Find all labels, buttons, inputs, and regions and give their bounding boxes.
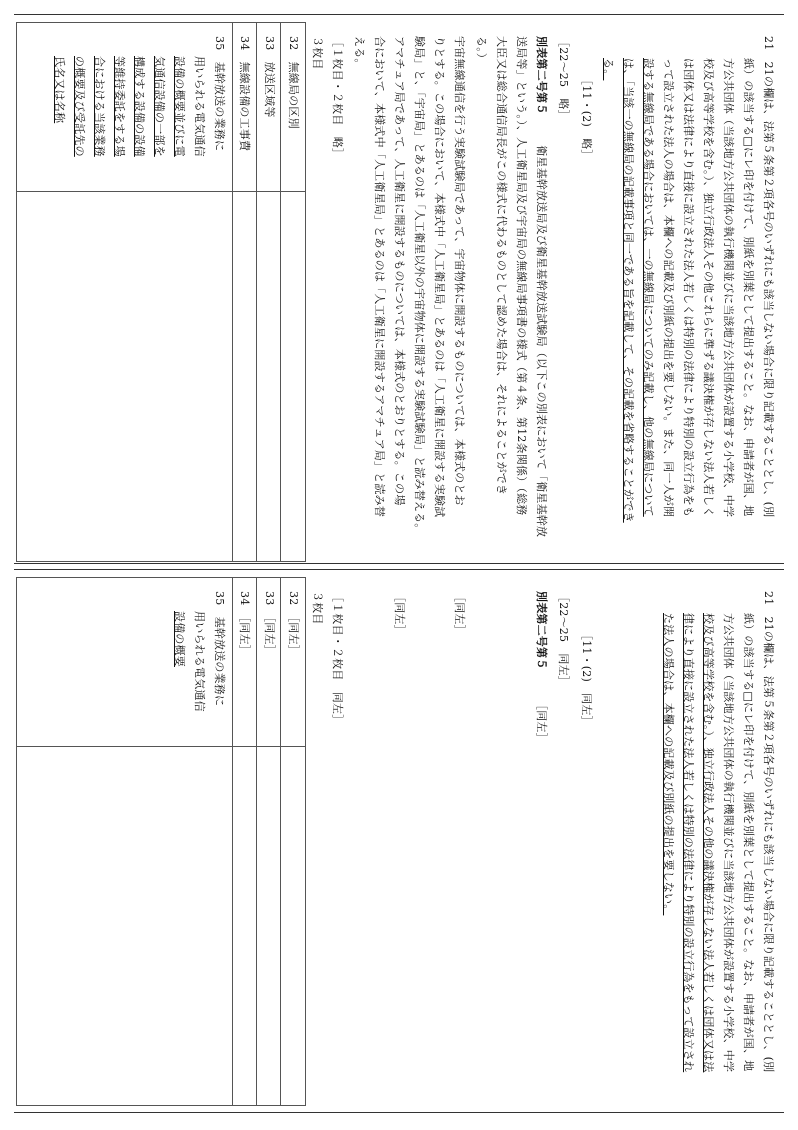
current-section-line1: 衛星基幹放送局及び衛星基幹放送試験局（以下この別表において「衛星基幹放 (535, 134, 548, 538)
previous-item21-line5: 律により直接に設立された法人若しくは特別の法律により特別の設立行為をもって設立され (682, 613, 695, 1073)
current-table-rowline-32-33 (280, 22, 281, 562)
current-bracket-11-2: ［11・(2) 略］ (580, 74, 593, 161)
previous-item21-line6: た法人の場合は、本欄への記載及び別紙の提出を要しない。 (662, 613, 675, 916)
current-section-line4: る。） (475, 36, 488, 65)
current-row35-line2: 用いられる電気通信 (193, 56, 206, 157)
current-section-line3: 大臣又は総合通信局長がこの様式に代わるものとして認めた場合は、それによることができ (495, 36, 508, 496)
previous-table-rowline-32-33 (280, 577, 281, 1106)
current-rotated-page (14, 14, 784, 563)
current-item21-line2: 紙）の該当する□にレ印を付けて、別紙を別葉として提出すること。なお、申請者が国、地 (742, 58, 755, 517)
current-row34-label: 34 無線設備の工事費 (238, 36, 251, 152)
previous-row35-line1: 35 基幹放送の業務に (213, 591, 226, 707)
previous-item21-line3: 方公共団体（当該地方公共団体の執行機関並びに当該地方公共団体が設置する小学校、中学 (722, 613, 735, 1073)
previous-same-2: ［同左］ (393, 591, 406, 636)
current-sheet-3-label: ３枚目 (311, 36, 324, 70)
current-table-rowline-33-34 (256, 22, 257, 562)
previous-table-value-col-row35 (16, 746, 233, 1106)
current-table-value-col-rows32-34 (232, 191, 306, 562)
previous-table-rowline-33-34 (256, 577, 257, 1106)
current-item21-line8: は、「当該一の無線局の記載事項と同一である旨を記載して、その記載を省略することができ (622, 58, 635, 523)
current-item21-line1: 21 21の欄は、法第５条第２項各号のいずれにも該当しない場合に限り記載することとし、(別 (762, 36, 775, 518)
current-item21-line7: 設する無線局である場合においては、一の無線局についてのみ記載し、他の無線局について (642, 58, 655, 517)
previous-sheets-1-2: ［１枚目・２枚目 同左］ (331, 591, 344, 726)
previous-item21-line2: 紙）の該当する□にレ印を付けて、別紙を別葉として提出すること。なお、申請者が国、地 (742, 613, 755, 1072)
current-section-line6: りとする。この場合において、本様式中「人工衛星局」とあるのは「人工衛星に開設する実験試 (433, 36, 446, 518)
current-row35-line8: の概要及び受託先の (73, 56, 86, 157)
current-row35-line1: 35 基幹放送の業務に (213, 36, 226, 152)
previous-row32-label: 32 ［同左］ (287, 591, 300, 656)
current-row35-line6: 等維持委託をする場 (113, 56, 126, 157)
current-section-line10: える。 (353, 36, 366, 70)
previous-item21-line4: 校及び高等学校を含む。）、独立行政法人その他の議決権が存しない法人若しくは団体又は法 (702, 613, 715, 1073)
previous-row35-line2: 用いられる電気通信 (193, 611, 206, 712)
previous-same-1: ［同左］ (453, 591, 466, 636)
current-row33-label: 33 放送区域等 (263, 36, 276, 118)
previous-text-panel (14, 569, 784, 1112)
current-section-line7: 験局」と、「宇宙局」とあるのは「人工衛星以外の宇宙物体に開設する実験試験局」と読み替える。 (413, 36, 426, 535)
current-row35-line3: 設備の概要並びに電 (173, 56, 186, 157)
current-sheets-1-2: ［１枚目・２枚目 略］ (331, 36, 344, 160)
current-item21-line4: 校及び高等学校を含む。）、独立行政法人その他これらに準ずる議決権が存しない法人若しく (702, 58, 715, 518)
previous-item21-line1: 21 21の欄は、法第５条第２項各号のいずれにも該当しない場合に限り記載することとし、(別 (762, 591, 775, 1073)
current-section-line9: 合において、本様式中「人工衛星局」とあるのは「人工衛星に開設するアマチュア局」と読み替 (373, 36, 386, 518)
current-item21-line9: る。 (602, 58, 615, 81)
previous-bracket-11-2: ［11・(2) 同左］ (580, 629, 593, 727)
current-section-title: 別表第二号第５ (535, 36, 548, 115)
current-row35-line4: 気通信設備の一部を (153, 56, 166, 157)
previous-section-same: ［同左］ (535, 699, 548, 744)
previous-sheet-3-label: ３枚目 (311, 591, 324, 625)
current-item21-line6: って設立された法人の場合は、本欄への記載及び別紙の提出を要しない。また、同一人が開 (662, 58, 675, 518)
current-bracket-22-25: ［22～25 略］ (557, 36, 570, 121)
current-row35-line9: 氏名又は名称 (53, 56, 66, 124)
current-item21-line3: 方公共団体（当該地方公共団体の執行機関並びに当該地方公共団体が設置する小学校、中学 (722, 58, 735, 518)
bottom-rule (14, 1112, 784, 1113)
previous-row33-label: 33 ［同左］ (263, 591, 276, 656)
current-text-panel (14, 14, 784, 563)
current-section-line2: 送局等」という。）、人工衛星局及び宇宙局の無線局事項書の様式（第４条、第12条関係）（総務 (515, 36, 528, 516)
middle-rule-upper (14, 563, 784, 564)
current-section-line5: 宇宙無線通信を行う実験試験局であって、宇宙物体に開設するものについては、本様式のとお (453, 36, 466, 506)
previous-row34-label: 34 ［同左］ (238, 591, 251, 656)
previous-section-title: 別表第二号第５ (535, 591, 548, 670)
current-row35-line5: 構成する設備の設備 (133, 56, 146, 157)
current-row32-label: 32 無線局の区別 (287, 36, 300, 129)
current-section-line8: アマチュア局であって、人工衛星に開設するものについては、本様式のとおりとする。この場 (393, 36, 406, 506)
current-row35-line7: 合における当該業務 (93, 56, 106, 157)
current-item21-line5: は団体又は法律により直接に設立された法人若しくは特別の法律により特別の設立行為をも (682, 58, 695, 518)
previous-bracket-22-25: ［22～25 同左］ (557, 591, 570, 687)
previous-rotated-page (14, 569, 784, 1112)
previous-table-value-col-rows32-34 (232, 746, 306, 1106)
previous-row35-line3: 設備の概要 (173, 611, 186, 667)
current-table-value-col-row35 (16, 191, 233, 562)
